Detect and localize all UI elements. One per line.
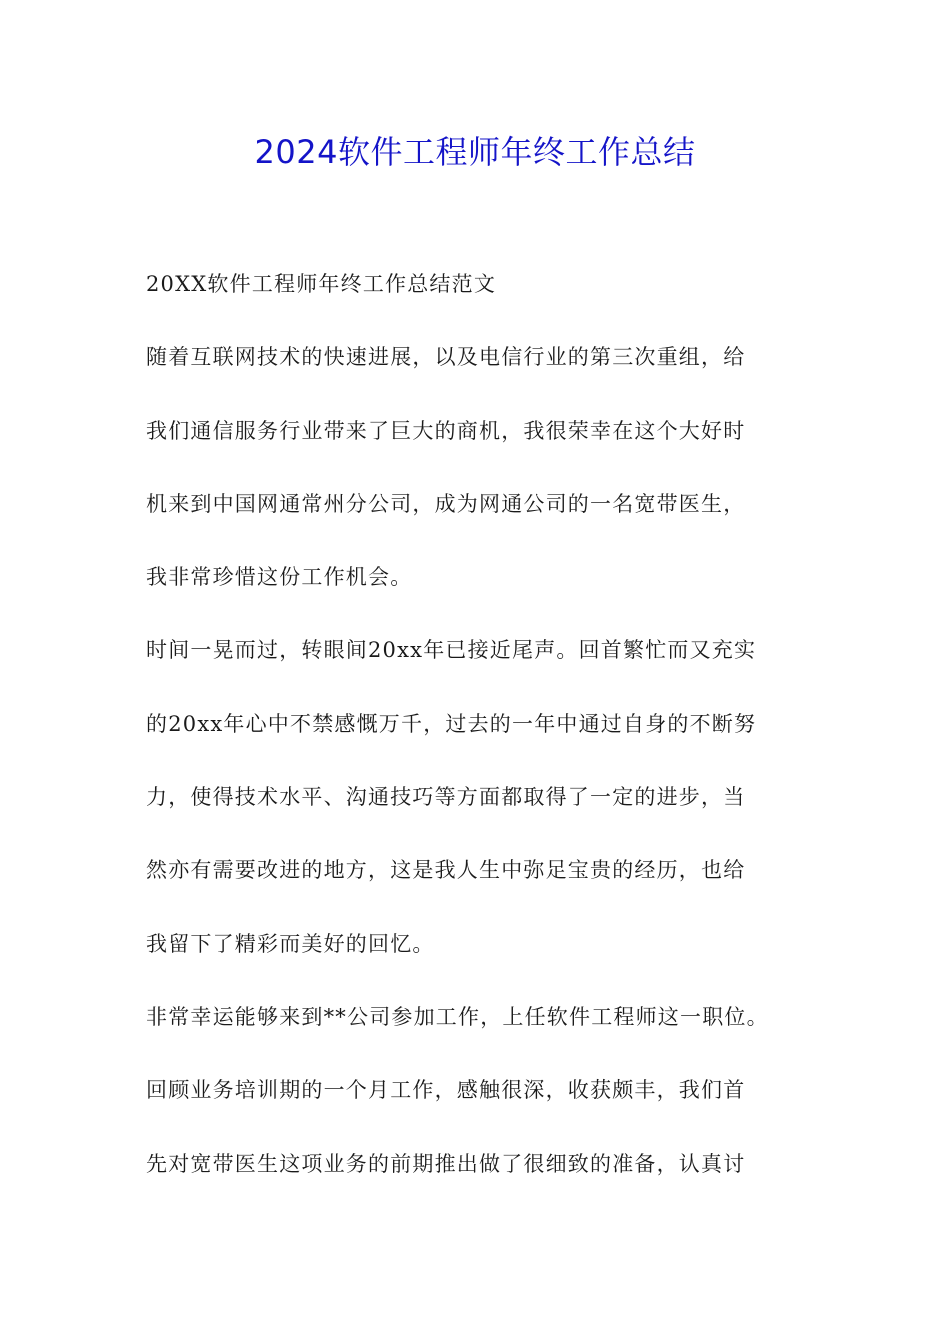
subtitle-line: 20XX软件工程师年终工作总结范文: [146, 272, 497, 296]
body-line: 随着互联网技术的快速进展，以及电信行业的第三次重组，给: [146, 345, 746, 370]
document-body: [146, 262, 846, 1215]
document-title: 2024软件工程师年终工作总结: [254, 133, 696, 171]
body-line: 先对宽带医生这项业务的前期推出做了很细致的准备，认真讨: [146, 1151, 746, 1176]
body-line: 非常幸运能够来到**公司参加工作，上任软件工程师这一职位。: [146, 1004, 769, 1029]
body-line: 然亦有需要改进的地方，这是我人生中弥足宝贵的经历，也给: [146, 858, 746, 883]
body-line: 我留下了精彩而美好的回忆。: [146, 931, 435, 956]
body-line: 力，使得技术水平、沟通技巧等方面都取得了一定的进步，当: [146, 785, 746, 810]
body-line: 时间一晃而过，转眼间20xx年已接近尾声。回首繁忙而又充实: [146, 638, 757, 663]
body-line: 我非常珍惜这份工作机会。: [146, 565, 413, 590]
body-line: 的20xx年心中不禁感慨万千，过去的一年中通过自身的不断努: [146, 711, 757, 736]
body-line: 回顾业务培训期的一个月工作，感触很深，收获颇丰，我们首: [146, 1078, 746, 1103]
body-line: 我们通信服务行业带来了巨大的商机，我很荣幸在这个大好时: [146, 418, 746, 443]
body-line: 机来到中国网通常州分公司，成为网通公司的一名宽带医生，: [146, 491, 746, 516]
